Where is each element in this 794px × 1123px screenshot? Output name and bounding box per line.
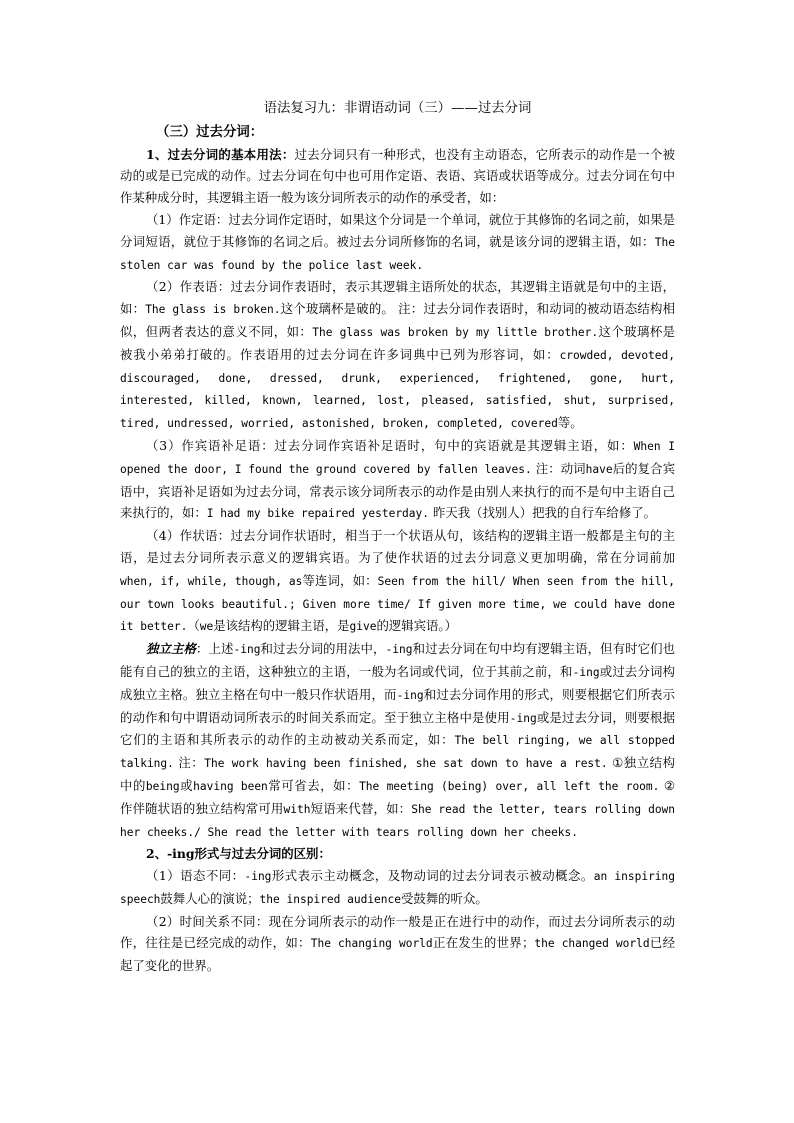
adverbial-note: 是该结构的逻辑主语，是	[213, 618, 350, 634]
being-word: being	[145, 779, 180, 793]
absolute-note-1b: 常可省去，如：	[267, 777, 360, 793]
ing-term: -ing	[233, 643, 261, 657]
adverbial-text: （4）作状语：过去分词作状语时，相当于一个状语从句，该结构的逻辑主语一般都是主句的主语，是过去分词所表示意义的逻辑宾语。为了使作状语的过去分词意义更加明确，常在分词前加	[120, 528, 675, 565]
complement-example-1: When I opened the door, I found the ground covered by fallen leaves.	[120, 439, 675, 476]
predicative-example-2: The glass was broken by my little brother.	[312, 325, 599, 339]
document-title: 语法复习九：非谓语动词（三）——过去分词	[263, 101, 532, 116]
with-word: with	[283, 802, 311, 816]
absolute-text-f: 或是过去分词，则要根据它们的主语和其所表示的动作的主动被动关系而定，如：	[120, 709, 676, 748]
conjunction-list: when, if, while, though, as	[120, 574, 303, 588]
absolute-note-1: ①独立结构中的	[120, 755, 675, 793]
complement-text: （3）作宾语补足语：过去分词作宾语补足语时，句中的宾语就是其逻辑主语，如：	[146, 437, 634, 453]
adverbial-text-2: 等连词，如：	[302, 572, 378, 588]
complement-example-2: I had my bike repaired yesterday.	[206, 507, 430, 521]
absolute-example-2: The work having been finished, she sat down to have a rest.	[204, 757, 608, 771]
absolute-example-3: The meeting (being) over, all left the room.	[359, 779, 660, 793]
predicative-note-2: 这个玻璃杯是被我小弟弟打破的。作表语用的过去分词在许多词典中已列为形容词，如：	[120, 323, 676, 362]
ing-term: -ing	[244, 870, 272, 884]
predicative-end: 等。	[557, 415, 583, 431]
absolute-text-d: 或过去分词构成独立主格。独立主格在句中一般只作状语用，而	[120, 663, 676, 702]
complement-translation: 昨天我（找别人）把我的自行车给修了。	[429, 505, 656, 521]
time-example-2: the changed world	[534, 937, 650, 951]
predicative-text: （2）作表语：过去分词作表语时，表示其逻辑主语所处的状态，其逻辑主语就是句中的主语，如：	[120, 279, 675, 317]
absolute-text-e: 和过去分词作用的形式，则要根据它们所表示的动作和句中谓语动词所表示的时间关系而定。至于独立主格中是使用	[120, 686, 676, 725]
paragraph-absolute-construction	[120, 638, 675, 843]
paragraph-object-complement	[120, 435, 675, 525]
voice-translation-1: 鼓舞人心的演说；	[160, 890, 260, 906]
complement-note: 注：动词	[531, 460, 586, 476]
absolute-example-4: She read the letter, tears rolling down her cheeks./ She read the letter with tears rolling down her cheeks.	[120, 802, 676, 839]
voice-example-2: the inspired audience	[259, 892, 401, 906]
paragraph-predicative	[120, 276, 675, 435]
we-word: we	[199, 620, 214, 634]
ing-term: -ing	[509, 711, 537, 725]
give-word: give	[349, 620, 377, 634]
predicative-note: 这个玻璃杯是破的。 注：过去分词作表语时，和动词的被动语态结构相似，但两者表达的意义不同，如：	[120, 301, 675, 339]
absolute-text-b: 和过去分词的用法中，	[260, 641, 386, 657]
attributive-example: The stolen car was found by the police last week.	[120, 235, 675, 272]
ing-term: -ing	[385, 643, 413, 657]
absolute-note-2: ②作伴随状语的独立结构常可用	[120, 777, 676, 816]
absolute-example-1: The bell ringing, we all stopped talking.	[120, 734, 675, 771]
time-translation-2: 已经起了变化的世界。	[120, 935, 676, 974]
ing-term: -ing	[396, 688, 424, 702]
paragraph-time-difference	[120, 911, 675, 977]
voice-text-a: （1）语态不同：	[146, 868, 245, 884]
time-text-a: （2）时间关系不同：现在分词所表示的动作一般是正在进行中的动作，而过去分词所表示的动作，往往是已经完成的动作，如：	[120, 913, 675, 951]
adverbial-paren-open: （	[187, 618, 200, 634]
having-been-word: having been	[193, 779, 268, 793]
basic-usage-text: 过去分词只有一种形式，也没有主动语态，它所表示的动作是一个被动的或是已完成的动作。过去分词在句中也可用作定语、表语、宾语或状语等成分。过去分词在句中作某种成分时，其逻辑主语一般为该分词所表示的动作的承受者，如：	[120, 146, 676, 206]
voice-translation-2: 受鼓舞的听众。	[401, 890, 488, 906]
basic-usage-label: 1、过去分词的基本用法：	[146, 146, 295, 162]
paragraph-voice-difference	[120, 865, 675, 911]
adjective-word-list: crowded, devoted, discouraged, done, dressed, drunk, experienced, frightened, gone, hurt, interested, killed, known, learned, lost, pleased, satisfied, shut, surprised, tired, undressed, worried, astonished, broken, completed, covered	[120, 348, 675, 431]
document-page	[120, 98, 675, 977]
paragraph-attributive	[120, 209, 675, 276]
voice-text-b: 形式表示主动概念，及物动词的过去分词表示被动概念。	[271, 868, 594, 884]
absolute-text-a: ：上述	[196, 641, 234, 657]
adverbial-note-end: 的逻辑宾语。）	[376, 618, 458, 634]
voice-example-1: an inspiring speech	[120, 870, 676, 906]
attributive-text: （1）作定语：过去分词作定语时，如果这个分词是一个单词，就位于其修饰的名词之前，如果是分词短语，就位于其修饰的名词之后。被过去分词所修饰的名词，就是该分词的逻辑主语，如：	[120, 211, 675, 249]
paragraph-difference-heading	[120, 843, 675, 865]
or-word: 或	[179, 777, 194, 793]
time-translation-1: 正在发生的世界；	[432, 935, 535, 951]
absolute-note-label: 注：	[173, 755, 205, 771]
paragraph-adverbial	[120, 525, 675, 638]
complement-note-2: 后的复合宾语中，宾语补足语如为过去分词，常表示该分词所表示的动作是由别人来执行的而不是句中主语自己来执行的，如：	[120, 460, 675, 521]
section-heading: （三）过去分词：	[156, 123, 264, 140]
have-word: have	[585, 462, 613, 476]
predicative-example-1: The glass is broken.	[145, 303, 281, 317]
absolute-note-2b: 短语来代替，如：	[310, 800, 412, 816]
adverbial-example: Seen from the hill/ When seen from the hill, our town looks beautiful.; Given more time/ If given more time, we could have done it better.	[120, 574, 676, 634]
time-example-1: The changing world	[310, 937, 433, 951]
absolute-text-c: 和过去分词在句中均有逻辑主语，但有时它们也能有自己的独立的主语，这种独立的主语，一般为名词或代词，位于其前之前，和	[120, 641, 676, 679]
difference-heading: 2、-ing形式与过去分词的区别：	[146, 846, 331, 862]
paragraph-basic-usage	[120, 144, 675, 209]
ing-term: -ing	[572, 665, 600, 679]
absolute-label: 独立主格	[146, 641, 196, 657]
